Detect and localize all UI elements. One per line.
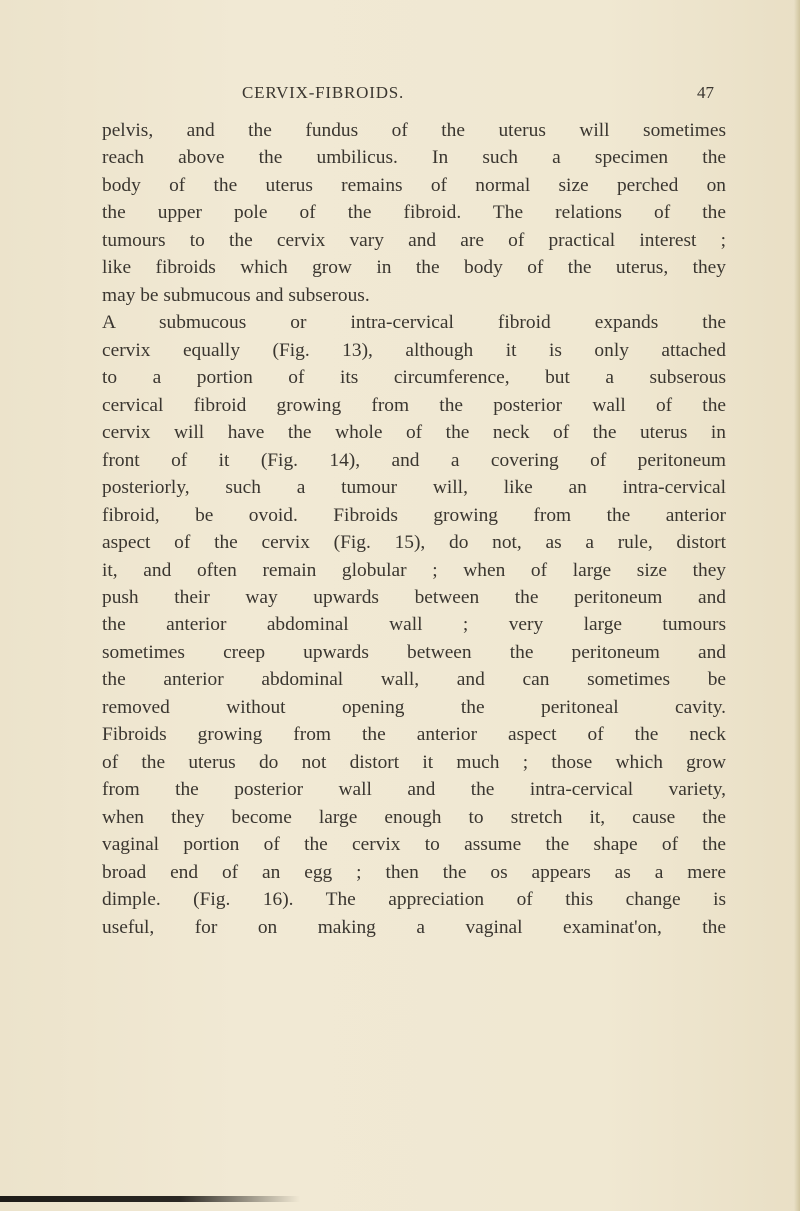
text-line: pelvis, and the fundus of the uterus will sometimes <box>102 120 726 141</box>
text-line: Fibroids growing from the anterior aspect of the neck <box>102 724 726 746</box>
text-line: the anterior abdominal wall, and can sometimes be <box>102 669 726 691</box>
text-line: cervical fibroid growing from the posterior wall of the <box>102 394 726 416</box>
text-line: sometimes creep upwards between the peritoneum and <box>102 641 726 663</box>
text-line: may be submucous and subserous. <box>102 284 370 306</box>
text-line: when they become large enough to stretch it, cause the <box>102 806 726 828</box>
text-line: cervix equally (Fig. 13), although it is only attached <box>102 339 726 361</box>
text-line: A submucous or intra-cervical fibroid expands the <box>102 312 726 334</box>
text-line: vaginal portion of the cervix to assume the shape of the <box>102 834 726 856</box>
text-line: body of the uterus remains of normal size perched on <box>102 174 726 196</box>
page-number: 47 <box>697 83 714 102</box>
text-line: the upper pole of the fibroid. The relations of the <box>102 202 726 224</box>
text-line: posteriorly, such a tumour will, like an intra-cervical <box>102 477 726 499</box>
text-line: reach above the umbilicus. In such a specimen the <box>102 147 726 169</box>
text-line: the anterior abdominal wall ; very large tumours <box>102 614 726 636</box>
body-text <box>102 117 726 941</box>
text-line: of the uterus do not distort it much ; those which grow <box>102 751 726 773</box>
text-line: useful, for on making a vaginal examinat'on, the <box>102 916 726 938</box>
text-line: push their way upwards between the peritoneum and <box>102 586 726 608</box>
page-bottom-edge <box>0 1196 300 1202</box>
running-head <box>102 83 722 105</box>
text-line: it, and often remain globular ; when of large size they <box>102 559 726 581</box>
page-edge-shadow <box>794 0 800 1211</box>
text-line: removed without opening the peritoneal cavity. <box>102 696 726 718</box>
text-line: to a portion of its circumference, but a subserous <box>102 367 726 389</box>
text-line: front of it (Fig. 14), and a covering of peritoneum <box>102 449 726 471</box>
text-line: from the posterior wall and the intra-cervical variety, <box>102 779 726 801</box>
text-line: broad end of an egg ; then the os appears as a mere <box>102 861 726 883</box>
text-line: tumours to the cervix vary and are of practical interest ; <box>102 229 726 251</box>
text-line: like fibroids which grow in the body of the uterus, they <box>102 257 726 279</box>
text-line: aspect of the cervix (Fig. 15), do not, as a rule, distort <box>102 532 726 554</box>
text-line: dimple. (Fig. 16). The appreciation of this change is <box>102 889 726 911</box>
text-line: fibroid, be ovoid. Fibroids growing from the anterior <box>102 504 726 526</box>
running-title: CERVIX-FIBROIDS. <box>242 83 405 102</box>
text-line: cervix will have the whole of the neck of the uterus in <box>102 422 726 444</box>
